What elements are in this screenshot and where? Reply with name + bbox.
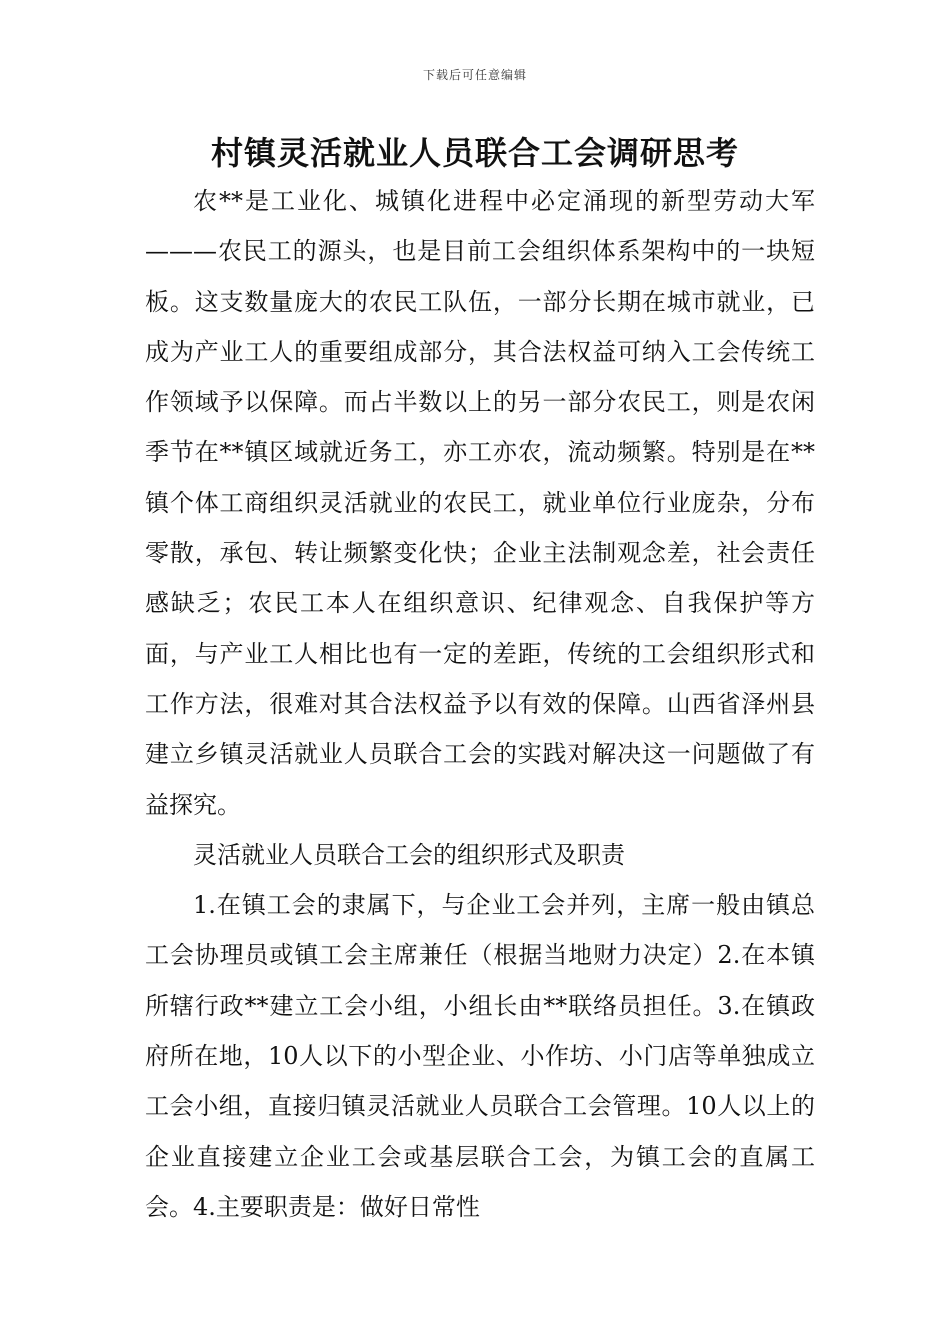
document-title: 村镇灵活就业人员联合工会调研思考 [210, 134, 739, 172]
document-body [145, 176, 815, 1232]
paragraph-organization: 1.在镇工会的隶属下，与企业工会并列，主席一般由镇总工会协理员或镇工会主席兼任（根据当地财力决定）2.在本镇所辖行政**建立工会小组，小组长由**联络员担任。3.在镇政府所在地，10人以下的小型企业、小作坊、小门店等单独成立工会小组，直接归镇灵活就业人员联合工会管理。10人以上的企业直接建立企业工会或基层联合工会，为镇工会的直属工会。4.主要职责是：做好日常性 [145, 891, 815, 1221]
header-note: 下载后可任意编辑 [422, 68, 527, 82]
paragraph-intro: 农**是工业化、城镇化进程中必定涌现的新型劳动大军———农民工的源头，也是目前工会组织体系架构中的一块短板。这支数量庞大的农民工队伍，一部分长期在城市就业，已成为产业工人的重要组成部分，其合法权益可纳入工会传统工作领域予以保障。而占半数以上的另一部分农民工，则是农闲季节在**镇区域就近务工，亦工亦农，流动频繁。特别是在**镇个体工商组织灵活就业的农民工，就业单位行业庞杂，分布零散，承包、转让频繁变化快；企业主法制观念差，社会责任感缺乏；农民工本人在组织意识、纪律观念、自我保护等方面，与产业工人相比也有一定的差距，传统的工会组织形式和工作方法，很难对其合法权益予以有效的保障。山西省泽州县建立乡镇灵活就业人员联合工会的实践对解决这一问题做了有益探究。 [145, 187, 815, 819]
paragraph-section-heading: 灵活就业人员联合工会的组织形式及职责 [193, 840, 625, 869]
